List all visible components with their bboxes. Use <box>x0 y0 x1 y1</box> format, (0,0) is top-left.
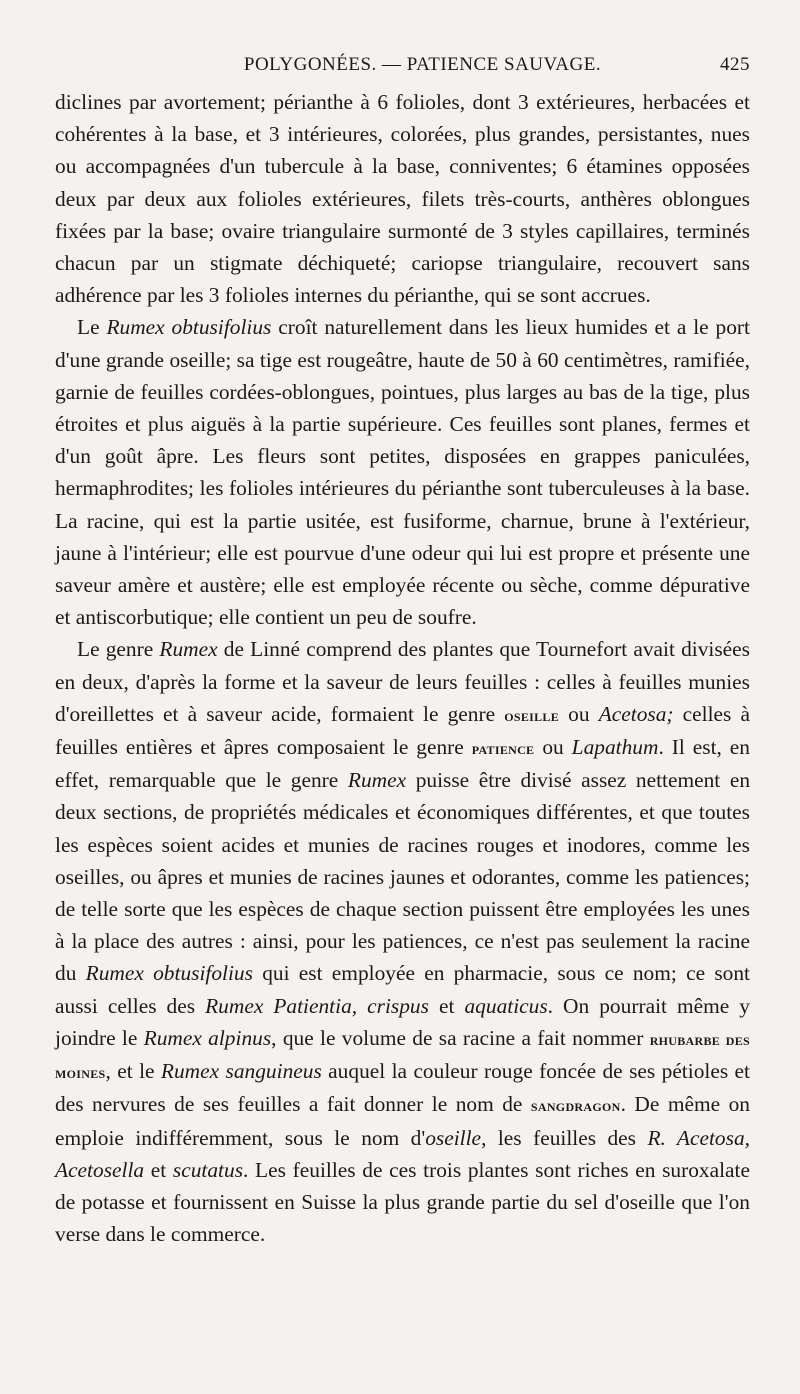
term-patience: patience <box>471 738 535 759</box>
body-text <box>55 86 750 1250</box>
term-oseille: oseille <box>504 704 560 725</box>
term-sangdragon: sangdragon <box>530 1095 621 1116</box>
running-head-title: POLYGONÉES. — PATIENCE SAUVAGE. <box>243 54 602 75</box>
term-rhubarbe-des-moines: rhubarbe des moines <box>55 1028 750 1083</box>
taxon-name: Rumex obtusifolius <box>106 315 272 340</box>
paragraph-rumex-obtusifolius: Le Rumex obtusifolius croît naturellement dans les lieux humides et a le port d'une grande oseille; sa tige est rougeâtre, haute de 50 à 60 centimètres, ramifiée, garnie de feuilles cordées-oblongues, pointues, plus larges au bas de la tige, plus étroites et plus aiguës à la partie supérieure. Ces feuilles sont planes, fermes et d'un goût âpre. Les fleurs sont petites, disposées en grappes paniculées, hermaphrodites; les folioles intérieures du périanthe sont tuberculeuses à la base. La racine, qui est la partie usitée, est fusiforme, charnue, brune à l'extérieur, jaune à l'intérieur; elle est pourvue d'une odeur qui lui est propre et présente une saveur amère et austère; elle est employée récente ou sèche, comme dépurative et antiscorbutique; elle contient un peu de soufre. <box>55 315 750 630</box>
page-number: 425 <box>720 54 750 75</box>
paragraph-genre-rumex: Le genre Rumex de Linné comprend des plantes que Tournefort avait divisées en deux, d'après la forme et la saveur de leurs feuilles : celles à feuilles munies d'oreillettes et à saveur acide, formaient le genre oseille ou Acetosa; celles à feuilles entières et âpres composaient le genre patience ou Lapathum. Il est, en effet, remarquable que le genre Rumex puisse être divisé assez nettement en deux sections, de propriétés médicales et économiques différentes, et que toutes les espèces soient acides et munies de racines rouges et inodores, comme les oseilles, ou âpres et munies de racines jaunes et odorantes, comme les patiences; de telle sorte que les espèces de chaque section puissent être employées les unes à la place des autres : ainsi, pour les patiences, ce n'est pas seulement la racine du Rumex obtusifolius qui est employée en pharmacie, sous ce nom; ce sont aussi celles des Rumex Patientia, crispus et aquaticus. On pourrait même y joindre le Rumex alpinus, que le volume de sa racine a fait nommer rhubarbe des moines, et le Rumex sanguineus auquel la couleur rouge foncée de ses pétioles et des nervures de ses feuilles a fait donner le nom de sangdragon. De même on emploie indifféremment, sous le nom d'oseille, les feuilles des R. Acetosa, Acetosella et scutatus. Les feuilles de ces trois plantes sont riches en suroxalate de potasse et fournissent en Suisse la plus grande partie du sel d'oseille que l'on verse dans le commerce. <box>55 637 751 1247</box>
taxon-name: Rumex <box>159 637 218 662</box>
paragraph-continued: diclines par avortement; périanthe à 6 folioles, dont 3 extérieures, herbacées et cohérentes à la base, et 3 intérieures, colorées, plus grandes, persistantes, nues ou accompagnées d'un tubercule à la base, conniventes; 6 étamines opposées deux par deux aux folioles extérieures, filets très-courts, anthères oblongues fixées par la base; ovaire triangulaire surmonté de 3 styles capillaires, terminés chacun par un stigmate déchiqueté; cariopse triangulaire, recouvert sans adhérence par les 3 folioles internes du périanthe, qui se sont accrues. <box>55 90 750 308</box>
running-head <box>55 54 750 86</box>
